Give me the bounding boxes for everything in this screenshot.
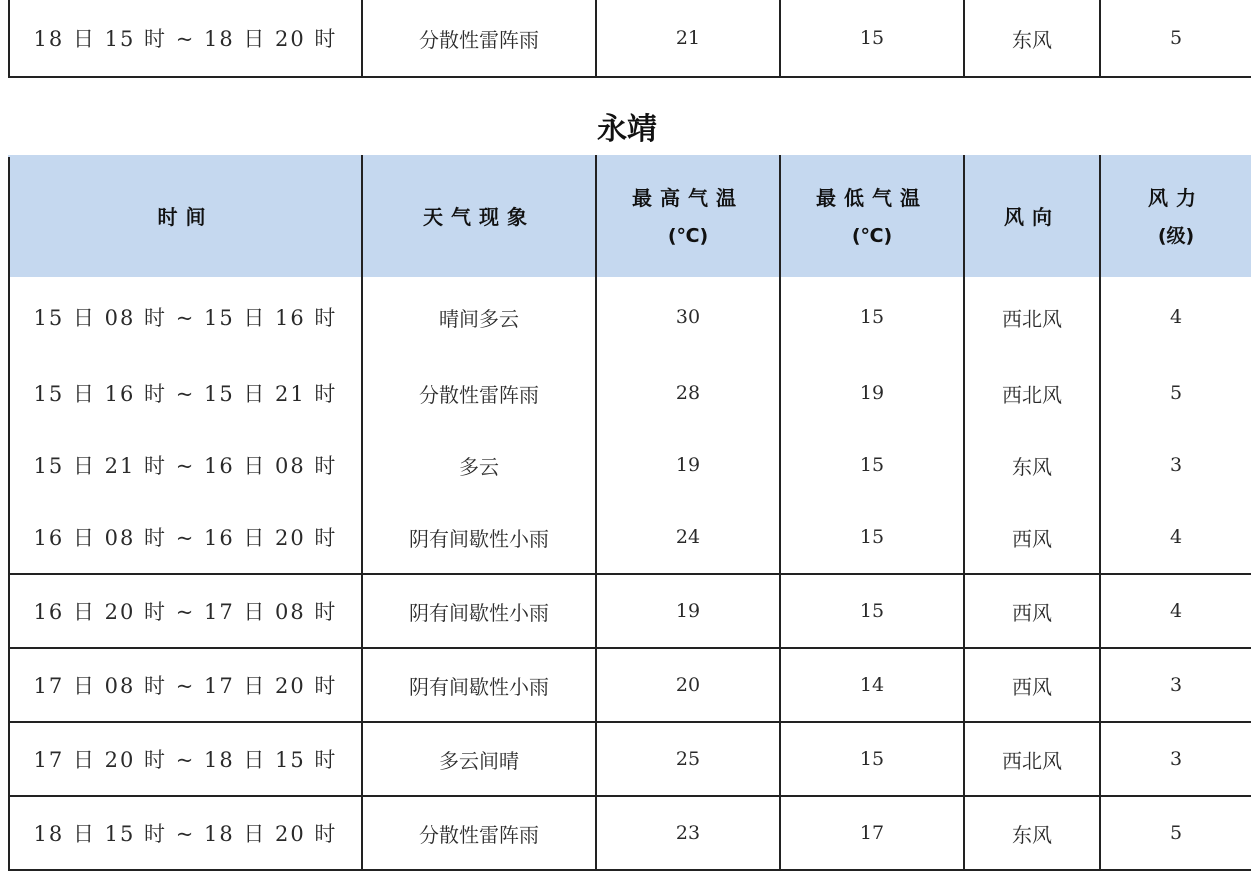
time-cell: 16 日 20 时 ~ 17 日 08 时 bbox=[9, 574, 362, 648]
wind-force-cell: 4 bbox=[1100, 501, 1251, 574]
header-row bbox=[9, 156, 1251, 277]
time-cell: 15 日 08 时 ~ 15 日 16 时 bbox=[9, 277, 362, 357]
table-row bbox=[9, 429, 1251, 501]
wind-direction-cell: 西风 bbox=[964, 574, 1100, 648]
weather-cell: 分散性雷阵雨 bbox=[362, 357, 596, 429]
wind-force-cell: 5 bbox=[1169, 382, 1183, 404]
weather-cell: 多云间晴 bbox=[362, 722, 596, 796]
time-cell: 15 日 16 时 ~ 15 日 21 时 bbox=[9, 357, 362, 429]
wind-direction-cell: 东风 bbox=[964, 796, 1100, 870]
header-low-temp-unit: (℃) bbox=[851, 225, 893, 247]
weather-cell: 分散性雷阵雨 bbox=[362, 0, 596, 77]
header-wind-force-label: 风力 bbox=[1148, 186, 1204, 210]
weather-cell: 阴有间歇性小雨 bbox=[362, 501, 596, 574]
table-row bbox=[9, 0, 1251, 77]
header-high-temp bbox=[596, 156, 780, 277]
weather-cell: 晴间多云 bbox=[362, 277, 596, 357]
previous-forecast-table bbox=[8, 0, 1251, 78]
high-temp-cell: 19 bbox=[596, 429, 780, 501]
wind-direction-cell: 西北风 bbox=[964, 277, 1100, 357]
high-temp-cell: 25 bbox=[596, 722, 780, 796]
header-low-temp bbox=[780, 156, 964, 277]
wind-force-cell: 4 bbox=[1100, 574, 1251, 648]
weather-cell: 多云 bbox=[362, 429, 596, 501]
time-cell: 15 日 21 时 ~ 16 日 08 时 bbox=[9, 429, 362, 501]
wind-direction-cell: 西风 bbox=[964, 648, 1100, 722]
low-temp-cell: 15 bbox=[780, 429, 964, 501]
header-wind-force bbox=[1100, 156, 1251, 277]
table-row bbox=[9, 722, 1251, 796]
high-temp-cell: 24 bbox=[596, 501, 780, 574]
table-row bbox=[9, 501, 1251, 574]
wind-direction-cell: 东风 bbox=[964, 429, 1100, 501]
table-row bbox=[9, 796, 1251, 870]
header-high-temp-label: 最高气温 bbox=[632, 186, 744, 210]
low-temp-cell: 19 bbox=[780, 357, 964, 429]
time-cell: 16 日 08 时 ~ 16 日 20 时 bbox=[9, 501, 362, 574]
header-weather: 天气现象 bbox=[362, 156, 596, 277]
low-temp-cell: 15 bbox=[780, 277, 964, 357]
time-cell: 17 日 20 时 ~ 18 日 15 时 bbox=[9, 722, 362, 796]
wind-force-cell: 5 bbox=[1100, 796, 1251, 870]
wind-direction-cell: 西风 bbox=[964, 501, 1100, 574]
low-temp-cell: 14 bbox=[780, 648, 964, 722]
header-wind-force-unit: (级) bbox=[1157, 225, 1195, 247]
wind-direction-cell: 西北风 bbox=[964, 357, 1100, 429]
header-time: 时间 bbox=[9, 156, 362, 277]
weather-cell: 阴有间歇性小雨 bbox=[362, 574, 596, 648]
wind-direction-cell: 东风 bbox=[964, 0, 1100, 77]
high-temp-cell: 28 bbox=[596, 357, 780, 429]
header-high-temp-unit: (℃) bbox=[667, 225, 709, 247]
wind-force-cell: 4 bbox=[1169, 306, 1183, 328]
table-row bbox=[9, 574, 1251, 648]
weather-cell: 阴有间歇性小雨 bbox=[362, 648, 596, 722]
high-temp-cell: 20 bbox=[596, 648, 780, 722]
high-temp-cell: 19 bbox=[596, 574, 780, 648]
low-temp-cell: 15 bbox=[780, 501, 964, 574]
low-temp-cell: 17 bbox=[780, 796, 964, 870]
header-wind-direction: 风向 bbox=[964, 156, 1100, 277]
time-cell: 18 日 15 时 ~ 18 日 20 时 bbox=[9, 796, 362, 870]
wind-force-cell: 5 bbox=[1100, 0, 1251, 77]
wind-force-cell: 3 bbox=[1100, 722, 1251, 796]
table-row bbox=[9, 648, 1251, 722]
weather-cell: 分散性雷阵雨 bbox=[362, 796, 596, 870]
low-temp-cell: 15 bbox=[780, 0, 964, 77]
high-temp-cell: 21 bbox=[596, 0, 780, 77]
wind-force-cell: 3 bbox=[1100, 648, 1251, 722]
table-row bbox=[9, 357, 1251, 429]
forecast-table bbox=[8, 155, 1251, 871]
high-temp-cell: 30 bbox=[596, 277, 780, 357]
low-temp-cell: 15 bbox=[780, 574, 964, 648]
header-low-temp-label: 最低气温 bbox=[816, 186, 928, 210]
wind-direction-cell: 西北风 bbox=[964, 722, 1100, 796]
low-temp-cell: 15 bbox=[780, 722, 964, 796]
table-row bbox=[9, 277, 1251, 357]
wind-force-cell: 3 bbox=[1169, 454, 1183, 476]
time-cell: 18 日 15 时 ~ 18 日 20 时 bbox=[9, 0, 362, 77]
section-title: 永靖 bbox=[597, 112, 657, 147]
time-cell: 17 日 08 时 ~ 17 日 20 时 bbox=[9, 648, 362, 722]
high-temp-cell: 23 bbox=[596, 796, 780, 870]
